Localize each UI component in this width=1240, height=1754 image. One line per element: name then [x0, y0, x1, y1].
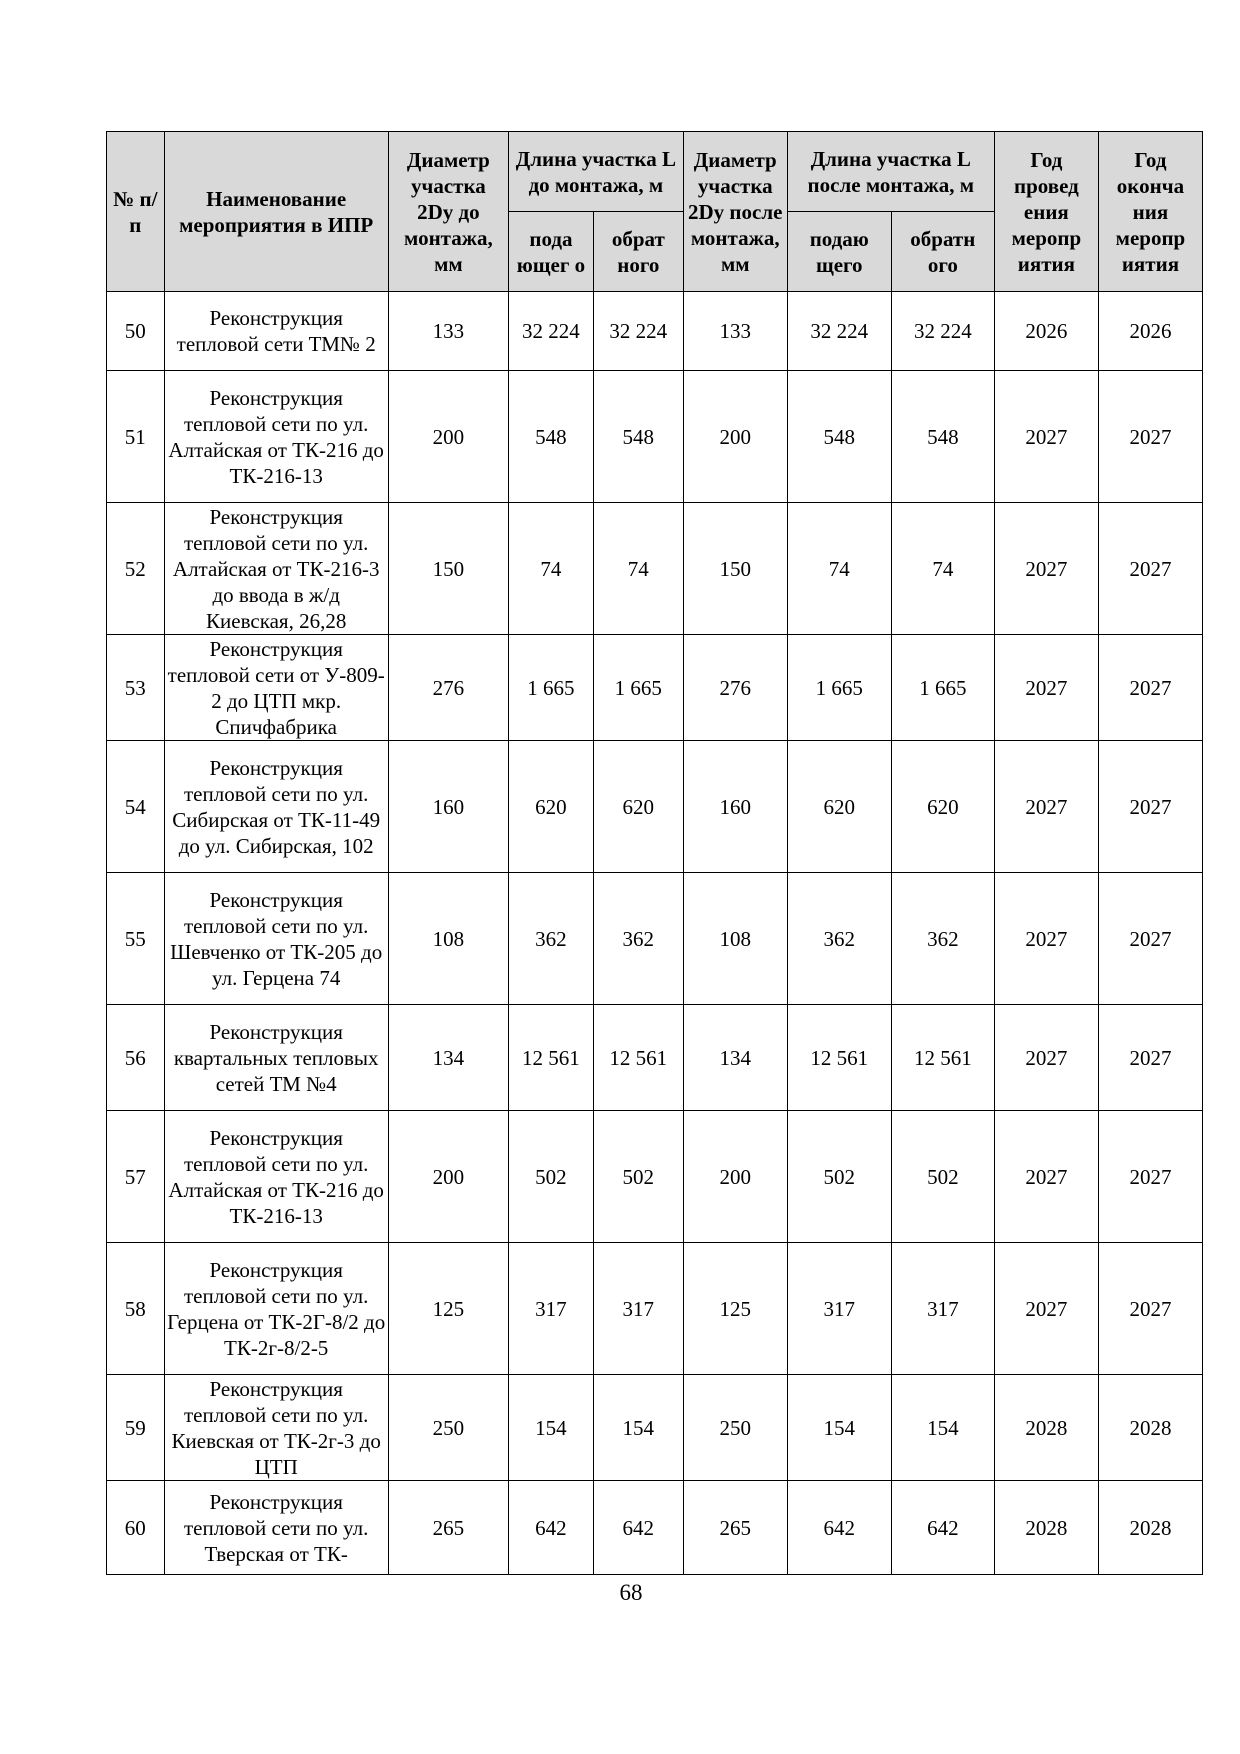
- row-year-end: 2027: [1098, 873, 1202, 1005]
- row-name: Реконструкция квартальных тепловых сетей ТМ №4: [164, 1005, 388, 1111]
- row-len-after-return: 154: [891, 1375, 994, 1481]
- row-diam-before: 134: [388, 1005, 508, 1111]
- row-num: 58: [107, 1243, 165, 1375]
- row-len-before-supply: 12 561: [509, 1005, 594, 1111]
- row-diam-before: 200: [388, 1111, 508, 1243]
- row-len-after-supply: 317: [787, 1243, 891, 1375]
- header-len-after-return: обратн ого: [891, 212, 994, 292]
- row-num: 56: [107, 1005, 165, 1111]
- row-year-end: 2027: [1098, 371, 1202, 503]
- row-len-after-supply: 1 665: [787, 635, 891, 741]
- row-year-end: 2028: [1098, 1481, 1202, 1575]
- row-num: 60: [107, 1481, 165, 1575]
- table-row: [107, 1375, 1203, 1481]
- row-diam-before: 150: [388, 503, 508, 635]
- row-len-after-supply: 642: [787, 1481, 891, 1575]
- row-diam-after: 200: [683, 1111, 787, 1243]
- row-diam-before: 108: [388, 873, 508, 1005]
- row-len-before-return: 154: [593, 1375, 683, 1481]
- row-len-after-return: 362: [891, 873, 994, 1005]
- row-num: 50: [107, 292, 165, 371]
- row-name: Реконструкция тепловой сети по ул. Шевченко от ТК-205 до ул. Герцена 74: [164, 873, 388, 1005]
- row-len-before-supply: 154: [509, 1375, 594, 1481]
- row-len-after-return: 548: [891, 371, 994, 503]
- row-year-end: 2027: [1098, 503, 1202, 635]
- row-diam-before: 276: [388, 635, 508, 741]
- row-len-after-return: 642: [891, 1481, 994, 1575]
- header-num: № п/п: [107, 132, 165, 292]
- header-len-after-supply: подаю щего: [787, 212, 891, 292]
- row-year-start: 2027: [994, 741, 1098, 873]
- row-len-before-return: 32 224: [593, 292, 683, 371]
- row-len-before-return: 548: [593, 371, 683, 503]
- row-len-after-return: 317: [891, 1243, 994, 1375]
- row-len-before-return: 12 561: [593, 1005, 683, 1111]
- row-len-before-supply: 1 665: [509, 635, 594, 741]
- row-year-end: 2027: [1098, 1243, 1202, 1375]
- row-len-before-return: 620: [593, 741, 683, 873]
- row-len-after-return: 1 665: [891, 635, 994, 741]
- row-len-before-return: 502: [593, 1111, 683, 1243]
- row-year-end: 2028: [1098, 1375, 1202, 1481]
- row-diam-after: 250: [683, 1375, 787, 1481]
- row-len-before-return: 1 665: [593, 635, 683, 741]
- table-row: [107, 503, 1203, 635]
- table-row: [107, 635, 1203, 741]
- table-row: [107, 873, 1203, 1005]
- row-diam-before: 250: [388, 1375, 508, 1481]
- row-diam-after: 200: [683, 371, 787, 503]
- row-len-before-supply: 620: [509, 741, 594, 873]
- row-diam-after: 276: [683, 635, 787, 741]
- row-diam-before: 133: [388, 292, 508, 371]
- row-len-before-supply: 502: [509, 1111, 594, 1243]
- row-year-start: 2027: [994, 371, 1098, 503]
- row-year-end: 2026: [1098, 292, 1202, 371]
- table-row: [107, 1243, 1203, 1375]
- row-len-before-return: 362: [593, 873, 683, 1005]
- row-name: Реконструкция тепловой сети по ул. Киевская от ТК-2г-3 до ЦТП: [164, 1375, 388, 1481]
- row-year-end: 2027: [1098, 1111, 1202, 1243]
- row-year-start: 2027: [994, 503, 1098, 635]
- row-diam-after: 160: [683, 741, 787, 873]
- row-len-after-supply: 12 561: [787, 1005, 891, 1111]
- row-len-after-supply: 620: [787, 741, 891, 873]
- row-len-before-supply: 317: [509, 1243, 594, 1375]
- header-len-after: Длина участка L после монтажа, м: [787, 132, 994, 212]
- row-len-after-return: 74: [891, 503, 994, 635]
- row-year-start: 2027: [994, 1111, 1098, 1243]
- row-len-after-return: 32 224: [891, 292, 994, 371]
- row-diam-after: 108: [683, 873, 787, 1005]
- row-year-end: 2027: [1098, 1005, 1202, 1111]
- row-diam-before: 160: [388, 741, 508, 873]
- row-num: 55: [107, 873, 165, 1005]
- header-name: Наименование мероприятия в ИПР: [164, 132, 388, 292]
- row-year-start: 2027: [994, 635, 1098, 741]
- header-len-before-return: обрат ного: [593, 212, 683, 292]
- row-year-end: 2027: [1098, 741, 1202, 873]
- row-diam-before: 125: [388, 1243, 508, 1375]
- table-body: [107, 292, 1203, 1575]
- row-len-after-supply: 32 224: [787, 292, 891, 371]
- row-year-start: 2028: [994, 1481, 1098, 1575]
- row-len-before-supply: 74: [509, 503, 594, 635]
- row-diam-after: 134: [683, 1005, 787, 1111]
- table-row: [107, 1481, 1203, 1575]
- row-diam-after: 125: [683, 1243, 787, 1375]
- row-num: 57: [107, 1111, 165, 1243]
- table-row: [107, 1005, 1203, 1111]
- row-len-before-supply: 362: [509, 873, 594, 1005]
- table-row: [107, 1111, 1203, 1243]
- row-len-after-supply: 154: [787, 1375, 891, 1481]
- row-len-after-return: 502: [891, 1111, 994, 1243]
- row-name: Реконструкция тепловой сети по ул. Сибирская от ТК-11-49 до ул. Сибирская, 102: [164, 741, 388, 873]
- table-row: [107, 371, 1203, 503]
- row-name: Реконструкция тепловой сети от У-809-2 до ЦТП мкр. Спичфабрика: [164, 635, 388, 741]
- row-name: Реконструкция тепловой сети по ул. Алтайская от ТК-216-3 до ввода в ж/д Киевская, 26,28: [164, 503, 388, 635]
- row-num: 59: [107, 1375, 165, 1481]
- page-number: 68: [619, 1580, 643, 1605]
- header-len-before-supply: пода ющег о: [509, 212, 594, 292]
- row-len-after-return: 620: [891, 741, 994, 873]
- row-diam-before: 265: [388, 1481, 508, 1575]
- row-len-after-supply: 502: [787, 1111, 891, 1243]
- row-year-end: 2027: [1098, 635, 1202, 741]
- row-num: 51: [107, 371, 165, 503]
- row-name: Реконструкция тепловой сети по ул. Герцена от ТК-2Г-8/2 до ТК-2г-8/2-5: [164, 1243, 388, 1375]
- row-year-start: 2027: [994, 1243, 1098, 1375]
- row-year-start: 2028: [994, 1375, 1098, 1481]
- row-len-after-supply: 74: [787, 503, 891, 635]
- table-row: [107, 292, 1203, 371]
- header-diam-after: Диаметр участка 2Dу после монтажа, мм: [683, 132, 787, 292]
- header-year-end: Год оконча ния меропр иятия: [1098, 132, 1202, 292]
- header-diam-before: Диаметр участка 2Dу до монтажа, мм: [388, 132, 508, 292]
- row-len-before-supply: 32 224: [509, 292, 594, 371]
- row-diam-after: 133: [683, 292, 787, 371]
- header-year-start: Год провед ения меропр иятия: [994, 132, 1098, 292]
- row-len-after-return: 12 561: [891, 1005, 994, 1111]
- row-name: Реконструкция тепловой сети по ул. Тверская от ТК-: [164, 1481, 388, 1575]
- row-len-before-return: 317: [593, 1243, 683, 1375]
- row-name: Реконструкция тепловой сети ТМ№ 2: [164, 292, 388, 371]
- row-num: 53: [107, 635, 165, 741]
- row-diam-after: 265: [683, 1481, 787, 1575]
- row-year-start: 2027: [994, 1005, 1098, 1111]
- row-num: 52: [107, 503, 165, 635]
- ipr-measures-table: [106, 131, 1203, 1575]
- table-header: [107, 132, 1203, 292]
- row-len-before-return: 642: [593, 1481, 683, 1575]
- header-len-before: Длина участка L до монтажа, м: [509, 132, 684, 212]
- row-diam-before: 200: [388, 371, 508, 503]
- row-len-before-return: 74: [593, 503, 683, 635]
- row-year-start: 2027: [994, 873, 1098, 1005]
- row-len-before-supply: 642: [509, 1481, 594, 1575]
- table-row: [107, 741, 1203, 873]
- row-len-after-supply: 362: [787, 873, 891, 1005]
- row-num: 54: [107, 741, 165, 873]
- document-table-wrapper: [106, 131, 1203, 1575]
- row-diam-after: 150: [683, 503, 787, 635]
- row-len-after-supply: 548: [787, 371, 891, 503]
- row-len-before-supply: 548: [509, 371, 594, 503]
- row-name: Реконструкция тепловой сети по ул. Алтайская от ТК-216 до ТК-216-13: [164, 371, 388, 503]
- row-year-start: 2026: [994, 292, 1098, 371]
- row-name: Реконструкция тепловой сети по ул. Алтайская от ТК-216 до ТК-216-13: [164, 1111, 388, 1243]
